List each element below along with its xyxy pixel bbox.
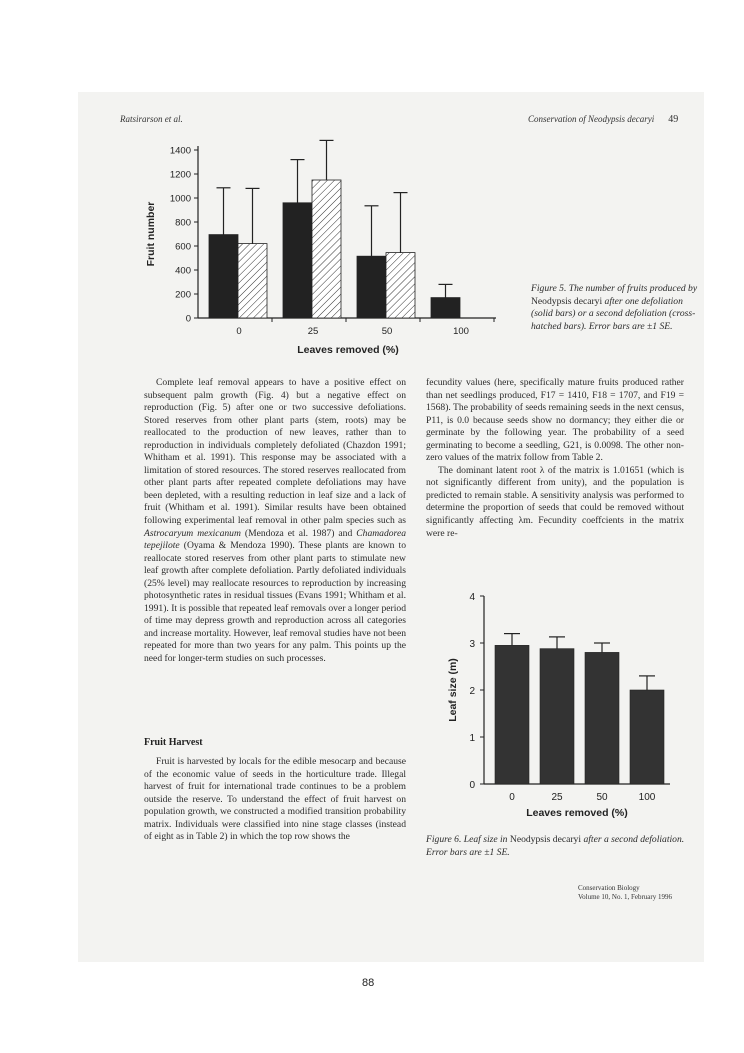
fig5-x-tick-label: 0 [236, 326, 242, 337]
fig6-y-tick-label: 0 [469, 780, 475, 791]
species-astrocaryum: Astrocaryum mexicanum [144, 527, 241, 539]
fig5-x-axis-label: Leaves removed (%) [297, 344, 399, 356]
journal-page-number: 49 [668, 114, 679, 125]
fig5-bar-hatched [312, 180, 341, 318]
fig5-y-tick-label: 1400 [169, 145, 191, 157]
fig6-y-tick-label: 1 [469, 733, 475, 744]
fig6-y-axis-label: Leaf size (m) [447, 658, 459, 722]
fig6-x-tick-label: 50 [596, 792, 608, 803]
page-number: 88 [362, 977, 375, 989]
fig6-bar [630, 690, 664, 784]
figure-6-chart [444, 588, 684, 818]
fig5-y-tick-label: 800 [175, 217, 191, 229]
fig6-x-tick-label: 100 [638, 792, 656, 803]
fig6-y-tick-label: 3 [469, 639, 475, 650]
left-paragraph-1-end: (Oyama & Mendoza 1990). These plants are known to reallocate stored reserves from other plant parts to stimulate new leaf growth after complete defoliation. Partly defoliated individuals (25% level) may reallocate resources to reproduction by increasing photosynthetic rates in residual tissues (Evans 1991; Whitham et al. 1991). It is possible that repeated leaf removals over a longer period of time may depress growth and reproduction across all categories and increase mortality. However, leaf removal studies have not been repeated for more than two years for any palm. This points up the need for longer-term studies on such processes. [144, 540, 406, 665]
fig6-x-tick-label: 0 [509, 792, 515, 803]
fig5-bar-hatched [386, 253, 415, 318]
fig5-y-tick-label: 400 [175, 265, 191, 277]
fig5-y-tick-label: 1000 [169, 193, 191, 205]
figure-5-caption [531, 283, 701, 333]
fig5-bar-solid [357, 256, 386, 318]
species-chamadorea: Chamadorea tepejilote [144, 527, 406, 552]
left-paragraph-1 [144, 377, 406, 666]
fig6-bar [540, 649, 574, 784]
fig6-y-tick-label: 4 [469, 592, 475, 603]
fig5-x-tick-label: 50 [381, 326, 393, 337]
journal-volume: Volume 10, No. 1, February 1996 [578, 893, 672, 901]
figure-5-caption-text-b: after one defoliation (solid bars) or a second defoliation (cross-hatched bars). Error bars are ±1 SE. [531, 295, 696, 332]
figure-6-caption [426, 834, 688, 859]
fig5-bar-solid [209, 235, 238, 318]
left-column-body [144, 377, 406, 666]
journal-footer [578, 884, 672, 902]
fig5-y-tick-label: 1200 [169, 169, 191, 181]
fig5-bar-solid [283, 203, 312, 318]
figure-6-species: Neodypsis decaryi [509, 834, 582, 845]
figure-5-label: Figure 5. [531, 283, 567, 294]
left-paragraph-1-mid: (Mendoza et al. 1987) and [244, 527, 353, 539]
left-column-body-2 [144, 756, 406, 844]
section-heading-fruit-harvest: Fruit Harvest [144, 737, 203, 748]
figure-5-species: Neodypsis decaryi [531, 295, 603, 307]
fig5-y-axis-label: Fruit number [145, 201, 157, 267]
fig6-bar [585, 652, 619, 784]
running-header-title [528, 114, 678, 125]
left-paragraph-2: Fruit is harvested by locals for the edible mesocarp and because of the economic value of seeds in the horticulture trade. Illegal harvest of fruit for international trade continues to be a problem outside the reserve. To understand the effect of fruit harvest on population growth, we constructed a modified transition probability matrix. Individuals were classified into nine stage classes (instead of eight as in Table 2) in which the top row shows the [144, 756, 406, 843]
left-paragraph-1-text: Complete leaf removal appears to have a positive effect on subsequent palm growth (Fig. 4) but a negative effect on reproduction (Fig. 5) after one or two successive defoliations. Stored reserves from other plant parts (stem, roots) may be reallocated to the production of new leaves, rather than to reproduction in individuals completely defoliated (Chazdon 1991; Whitham et al. 1991). This response may be associated with a limitation of stored resources. The stored reserves reallocated from other plant parts after repeated complete defoliations may have been depleted, with a resulting reduction in leaf size and a lack of fruit (Whitham et al. 1991). Similar results have been obtained following experimental leaf removal in other palm species such as [144, 377, 406, 527]
right-paragraph-1: fecundity values (here, specifically mature fruits produced rather than net seedlings produced, F17 = 1410, F18 = 1707, and F19 = 1568). The probability of seeds remaining seeds in the next census, P11, is 0.0 because seeds show no dormancy; they either die or germinate by the following year. The probability of a seed germinating to become a seedling, G21, is 0.0098. The other non-zero values of the matrix follow from Table 2. [426, 377, 684, 464]
fig5-y-tick-label: 0 [185, 313, 191, 325]
running-header-journal-title: Conservation of Neodypsis decaryi [528, 114, 655, 124]
fig6-bar [495, 645, 529, 784]
fig5-bar-solid [431, 298, 460, 318]
figure-6-label: Figure 6. [426, 834, 462, 845]
fig5-y-tick-label: 200 [175, 289, 191, 301]
fig5-bar-hatched [238, 244, 267, 318]
fig6-x-tick-label: 25 [551, 792, 563, 803]
fig5-x-tick-label: 25 [307, 326, 319, 337]
figure-5-chart [136, 138, 516, 360]
fig6-y-tick-label: 2 [469, 686, 475, 697]
fig5-y-tick-label: 600 [175, 241, 191, 253]
figure-6-caption-text-b: after a second defoliation. Error bars are ±1 SE. [426, 834, 685, 858]
right-column-body [426, 377, 684, 540]
fig5-x-tick-label: 100 [453, 326, 469, 337]
fig6-x-axis-label: Leaves removed (%) [526, 807, 628, 818]
right-paragraph-2: The dominant latent root λ of the matrix is 1.01651 (which is not significantly different from unity), and the population is predicted to remain stable. A sensitivity analysis was performed to determine the proportion of seeds that could be removed without significantly affecting λm. Fecundity coeffcients in the matrix were re- [426, 464, 684, 539]
figure-6-caption-text-a: Leaf size in [463, 834, 508, 845]
running-header-authors: Ratsirarson et al. [120, 114, 183, 124]
figure-5-caption-text-a: The number of fruits produced by [568, 283, 698, 294]
journal-name: Conservation Biology [578, 884, 640, 892]
